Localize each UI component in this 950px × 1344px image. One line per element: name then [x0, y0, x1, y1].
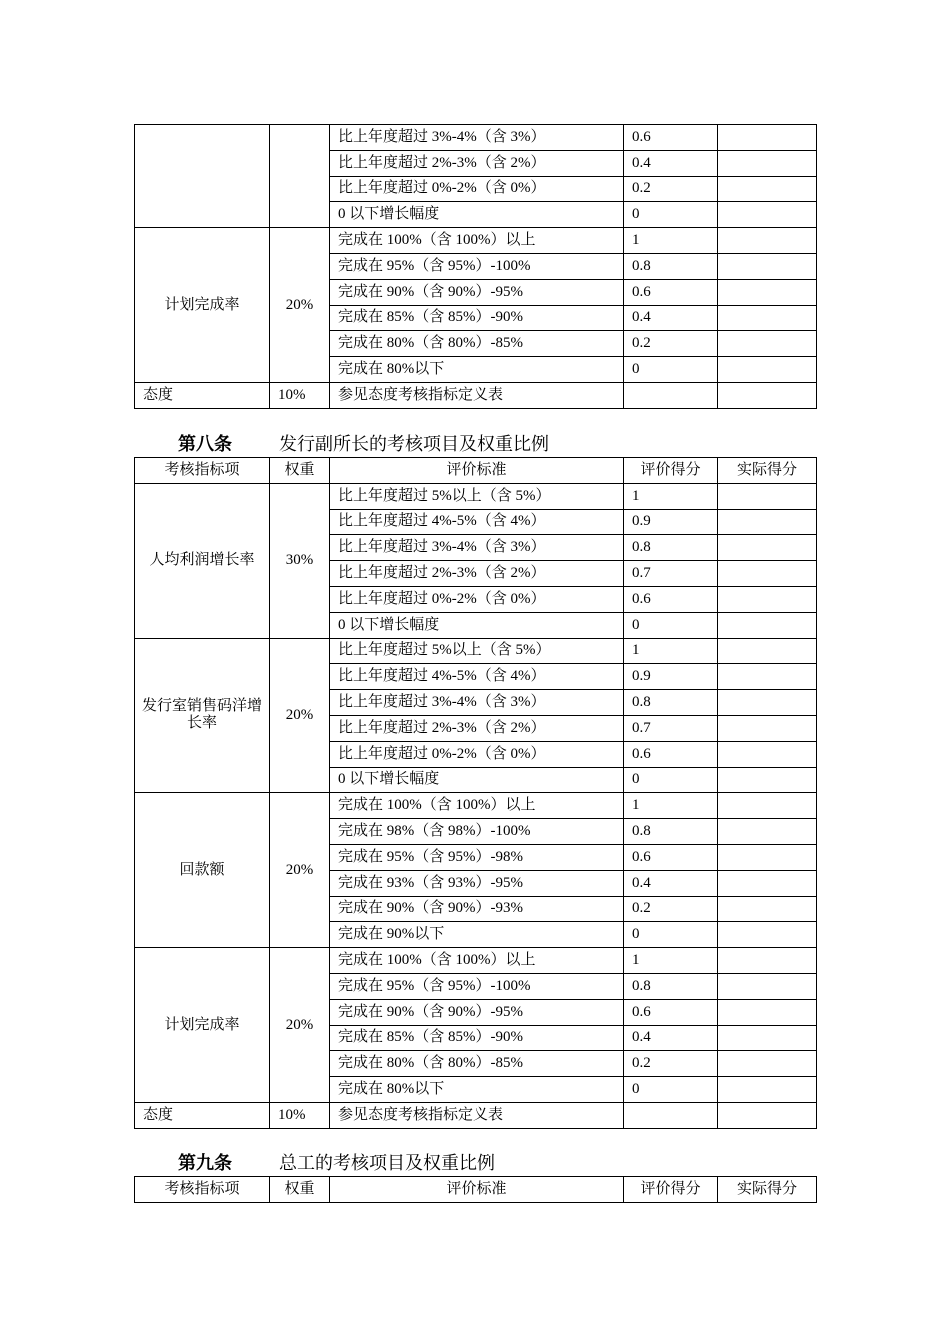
actual-score-cell — [718, 1025, 817, 1051]
score-cell: 0.7 — [624, 715, 718, 741]
criterion-cell: 比上年度超过 3%-4%（含 3%） — [330, 535, 624, 561]
score-cell: 0.8 — [624, 535, 718, 561]
weight-cell — [270, 125, 330, 228]
criterion-cell: 完成在 80%（含 80%）-85% — [330, 331, 624, 357]
weight-cell: 20% — [270, 228, 330, 383]
criterion-cell: 完成在 98%（含 98%）-100% — [330, 819, 624, 845]
criterion-cell: 比上年度超过 2%-3%（含 2%） — [330, 561, 624, 587]
table-row — [135, 793, 817, 819]
section-9-number: 第九条 — [178, 1153, 232, 1173]
attitude-row — [135, 1102, 817, 1128]
actual-score-cell — [718, 228, 817, 254]
score-cell: 0 — [624, 767, 718, 793]
actual-score-cell — [718, 279, 817, 305]
section-8-heading — [178, 433, 549, 455]
item-cell: 计划完成率 — [135, 228, 270, 383]
actual-score-cell — [718, 870, 817, 896]
actual-score-cell — [718, 509, 817, 535]
item-cell: 态度 — [135, 382, 270, 408]
score-cell: 0 — [624, 202, 718, 228]
criterion-cell: 完成在 95%（含 95%）-98% — [330, 844, 624, 870]
actual-score-cell — [718, 664, 817, 690]
actual-score-cell — [718, 150, 817, 176]
score-cell — [624, 1102, 718, 1128]
criterion-cell: 完成在 95%（含 95%）-100% — [330, 253, 624, 279]
header-actual: 实际得分 — [718, 1177, 817, 1203]
criterion-cell: 完成在 80%以下 — [330, 357, 624, 383]
criterion-cell: 比上年度超过 5%以上（含 5%） — [330, 638, 624, 664]
score-cell: 0.6 — [624, 844, 718, 870]
criterion-cell: 比上年度超过 0%-2%（含 0%） — [330, 741, 624, 767]
table-section-9 — [134, 1176, 817, 1203]
score-cell: 0.4 — [624, 1025, 718, 1051]
criterion-cell: 完成在 95%（含 95%）-100% — [330, 973, 624, 999]
score-cell: 0.6 — [624, 125, 718, 151]
criterion-cell: 参见态度考核指标定义表 — [330, 1102, 624, 1128]
weight-cell: 20% — [270, 638, 330, 793]
actual-score-cell — [718, 793, 817, 819]
score-cell: 0 — [624, 357, 718, 383]
item-cell — [135, 125, 270, 228]
score-cell: 0 — [624, 612, 718, 638]
score-cell: 1 — [624, 793, 718, 819]
score-cell: 0.6 — [624, 999, 718, 1025]
section-9-title: 总工的考核项目及权重比例 — [279, 1153, 495, 1173]
table-row — [135, 125, 817, 151]
header-criterion: 评价标准 — [330, 458, 624, 484]
criterion-cell: 完成在 93%（含 93%）-95% — [330, 870, 624, 896]
actual-score-cell — [718, 819, 817, 845]
weight-cell: 20% — [270, 793, 330, 948]
table-row — [135, 483, 817, 509]
score-cell: 1 — [624, 483, 718, 509]
criterion-cell: 比上年度超过 3%-4%（含 3%） — [330, 125, 624, 151]
score-cell: 0.2 — [624, 896, 718, 922]
score-cell: 0.8 — [624, 973, 718, 999]
criterion-cell: 0 以下增长幅度 — [330, 612, 624, 638]
criterion-cell: 参见态度考核指标定义表 — [330, 382, 624, 408]
table-continued — [134, 124, 817, 409]
actual-score-cell — [718, 1077, 817, 1103]
actual-score-cell — [718, 176, 817, 202]
item-cell: 计划完成率 — [135, 948, 270, 1103]
actual-score-cell — [718, 561, 817, 587]
score-cell: 0.7 — [624, 561, 718, 587]
score-cell: 0.8 — [624, 690, 718, 716]
score-cell: 0.4 — [624, 870, 718, 896]
actual-score-cell — [718, 973, 817, 999]
table-continued-body — [135, 125, 817, 409]
weight-cell: 10% — [270, 382, 330, 408]
actual-score-cell — [718, 999, 817, 1025]
score-cell: 0.9 — [624, 664, 718, 690]
criterion-cell: 比上年度超过 0%-2%（含 0%） — [330, 586, 624, 612]
criterion-cell: 完成在 85%（含 85%）-90% — [330, 1025, 624, 1051]
criterion-cell: 完成在 90%（含 90%）-95% — [330, 999, 624, 1025]
actual-score-cell — [718, 1051, 817, 1077]
score-cell: 0.8 — [624, 253, 718, 279]
score-cell: 0.2 — [624, 176, 718, 202]
item-cell: 发行室销售码洋增长率 — [135, 638, 270, 793]
actual-score-cell — [718, 690, 817, 716]
item-cell: 回款额 — [135, 793, 270, 948]
actual-score-cell — [718, 715, 817, 741]
actual-score-cell — [718, 305, 817, 331]
criterion-cell: 完成在 90%（含 90%）-95% — [330, 279, 624, 305]
criterion-cell: 完成在 80%以下 — [330, 1077, 624, 1103]
table-header-row — [135, 458, 817, 484]
actual-score-cell — [718, 331, 817, 357]
actual-score-cell — [718, 922, 817, 948]
criterion-cell: 完成在 80%（含 80%）-85% — [330, 1051, 624, 1077]
score-cell: 0.2 — [624, 331, 718, 357]
score-cell: 0 — [624, 922, 718, 948]
score-cell: 0.6 — [624, 741, 718, 767]
criterion-cell: 比上年度超过 3%-4%（含 3%） — [330, 690, 624, 716]
table-row — [135, 638, 817, 664]
criterion-cell: 比上年度超过 4%-5%（含 4%） — [330, 664, 624, 690]
criterion-cell: 比上年度超过 2%-3%（含 2%） — [330, 715, 624, 741]
header-actual: 实际得分 — [718, 458, 817, 484]
actual-score-cell — [718, 844, 817, 870]
item-cell: 态度 — [135, 1102, 270, 1128]
weight-cell: 30% — [270, 483, 330, 638]
actual-score-cell — [718, 896, 817, 922]
attitude-row — [135, 382, 817, 408]
actual-score-cell — [718, 612, 817, 638]
table-row — [135, 228, 817, 254]
score-cell: 0.8 — [624, 819, 718, 845]
criterion-cell: 0 以下增长幅度 — [330, 202, 624, 228]
criterion-cell: 完成在 90%（含 90%）-93% — [330, 896, 624, 922]
actual-score-cell — [718, 535, 817, 561]
header-score: 评价得分 — [624, 458, 718, 484]
criterion-cell: 比上年度超过 2%-3%（含 2%） — [330, 150, 624, 176]
table-header-row — [135, 1177, 817, 1203]
header-score: 评价得分 — [624, 1177, 718, 1203]
criterion-cell: 完成在 100%（含 100%）以上 — [330, 793, 624, 819]
table-row — [135, 948, 817, 974]
actual-score-cell — [718, 125, 817, 151]
table-section-8 — [134, 457, 817, 1129]
header-weight: 权重 — [270, 1177, 330, 1203]
header-weight: 权重 — [270, 458, 330, 484]
actual-score-cell — [718, 586, 817, 612]
score-cell: 0.6 — [624, 586, 718, 612]
section-9-heading — [178, 1152, 495, 1174]
score-cell: 0.6 — [624, 279, 718, 305]
score-cell: 0.2 — [624, 1051, 718, 1077]
score-cell: 1 — [624, 948, 718, 974]
actual-score-cell — [718, 483, 817, 509]
score-cell: 0.4 — [624, 150, 718, 176]
score-cell: 0.4 — [624, 305, 718, 331]
criterion-cell: 0 以下增长幅度 — [330, 767, 624, 793]
item-cell: 人均利润增长率 — [135, 483, 270, 638]
table-section-8-body — [135, 458, 817, 1129]
score-cell: 0.9 — [624, 509, 718, 535]
weight-cell: 10% — [270, 1102, 330, 1128]
actual-score-cell — [718, 202, 817, 228]
actual-score-cell — [718, 382, 817, 408]
header-item: 考核指标项 — [135, 1177, 270, 1203]
actual-score-cell — [718, 357, 817, 383]
criterion-cell: 完成在 90%以下 — [330, 922, 624, 948]
criterion-cell: 比上年度超过 5%以上（含 5%） — [330, 483, 624, 509]
criterion-cell: 完成在 100%（含 100%）以上 — [330, 948, 624, 974]
actual-score-cell — [718, 948, 817, 974]
actual-score-cell — [718, 767, 817, 793]
score-cell: 0 — [624, 1077, 718, 1103]
criterion-cell: 完成在 100%（含 100%）以上 — [330, 228, 624, 254]
actual-score-cell — [718, 741, 817, 767]
actual-score-cell — [718, 638, 817, 664]
weight-cell: 20% — [270, 948, 330, 1103]
section-8-number: 第八条 — [178, 434, 232, 454]
actual-score-cell — [718, 253, 817, 279]
header-item: 考核指标项 — [135, 458, 270, 484]
criterion-cell: 比上年度超过 0%-2%（含 0%） — [330, 176, 624, 202]
score-cell: 1 — [624, 638, 718, 664]
header-criterion: 评价标准 — [330, 1177, 624, 1203]
section-8-title: 发行副所长的考核项目及权重比例 — [279, 434, 549, 454]
actual-score-cell — [718, 1102, 817, 1128]
criterion-cell: 完成在 85%（含 85%）-90% — [330, 305, 624, 331]
score-cell: 1 — [624, 228, 718, 254]
score-cell — [624, 382, 718, 408]
table-section-9-body — [135, 1177, 817, 1203]
criterion-cell: 比上年度超过 4%-5%（含 4%） — [330, 509, 624, 535]
